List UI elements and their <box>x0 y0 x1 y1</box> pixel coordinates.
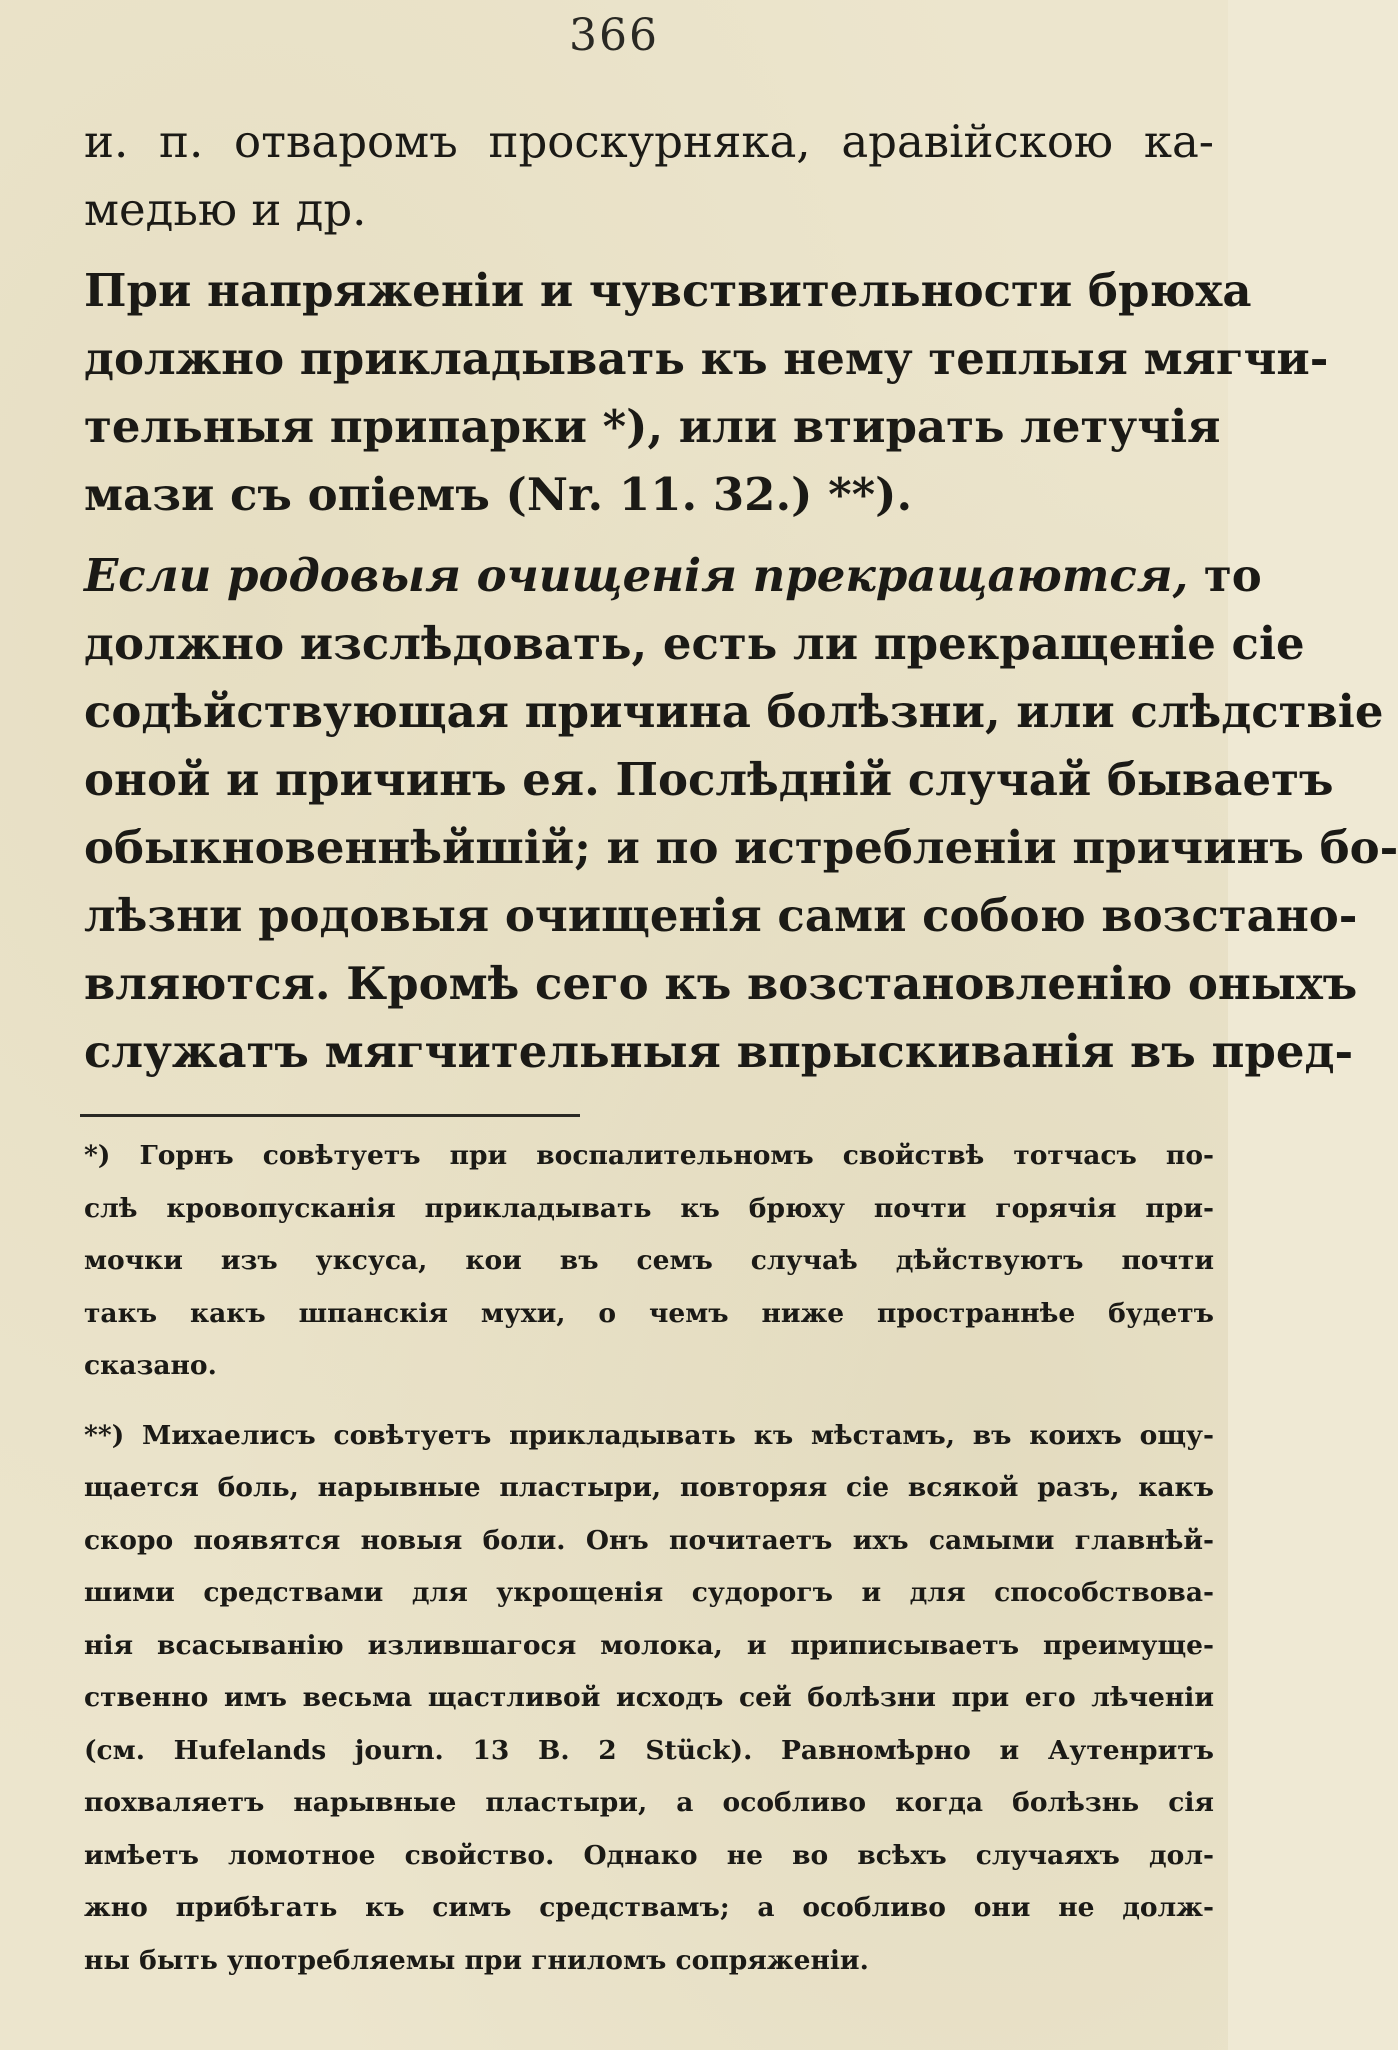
text-line: и. п. отваромъ проскурняка, аравійскою ка- <box>84 115 1214 168</box>
footnote-line: *) Горнъ совѣтуетъ при воспалительномъ свойствѣ тотчасъ по- <box>84 1140 1214 1171</box>
footnote-line: ственно имъ весьма щастливой исходъ сей болѣзни при его лѣченіи <box>84 1682 1214 1713</box>
text-line: лѣзни родовыя очищенія сами собою возстано- <box>84 889 1358 942</box>
text-line: тельныя припарки *), или втирать летучія <box>84 400 1221 453</box>
text-line: обыкновеннѣйшій; и по истребленіи причинъ бо- <box>84 821 1398 874</box>
footnote-line: скоро появятся новыя боли. Онъ почитаетъ ихъ самыми главнѣй- <box>84 1524 1214 1556</box>
footnote-divider <box>80 1114 580 1117</box>
text-line: мази съ опіемъ (Nr. 11. 32.) **). <box>84 468 913 521</box>
footnote-line: шими средствами для укрощенія судорогъ и для способствова- <box>84 1577 1214 1608</box>
text-line: должно прикладывать къ нему теплыя мягчи- <box>84 332 1329 385</box>
footnote-1 <box>84 1130 1214 1393</box>
main-text-block <box>84 108 1398 1086</box>
footnote-line: мочки изъ уксуса, кои въ семъ случаѣ дѣйствуютъ почти <box>84 1245 1214 1276</box>
footnote-line: нія всасыванію излившагося молока, и приписываетъ преимуще- <box>84 1629 1214 1661</box>
footnote-line: **) Михаелисъ совѣтуетъ прикладывать къ мѣстамъ, въ коихъ ощу- <box>84 1419 1214 1451</box>
italic-phrase: Если родовыя очищенія прекращаются, <box>84 549 1189 602</box>
footnote-line: жно прибѣгать къ симъ средствамъ; а особливо они не долж- <box>84 1892 1214 1923</box>
footnote-line: имѣетъ ломотное свойство. Однако не во всѣхъ случаяхъ дол- <box>84 1839 1214 1871</box>
page-number: 366 <box>569 10 659 61</box>
text-line: служатъ мягчительныя впрыскиванія въ пред- <box>84 1025 1354 1078</box>
text-line: При напряженіи и чувствительности брюха <box>84 264 1252 317</box>
text-line: вляются. Кромѣ сего къ возстановленію оныхъ <box>84 957 1358 1010</box>
text-line: должно изслѣдовать, есть ли прекращеніе сіе <box>84 617 1305 670</box>
footnote-line: слѣ кровопусканія прикладывать къ брюху почти горячія при- <box>84 1192 1214 1224</box>
footnote-line: (см. Hufelands journ. 13 B. 2 Stück). Равномѣрно и Аутенритъ <box>84 1734 1214 1766</box>
text-line: содѣйствующая причина болѣзни, или слѣдствіе <box>84 685 1384 738</box>
footnote-line: сказано. <box>84 1350 217 1381</box>
footnote-line: щается боль, нарывные пластыри, повторяя сіе всякой разъ, какъ <box>84 1472 1214 1503</box>
text-line: оной и причинъ ея. Послѣдній случай бываетъ <box>84 753 1334 806</box>
text-line-with-italic: Если родовыя очищенія прекращаются, то <box>84 549 1262 602</box>
footnotes-block <box>84 1130 1214 1987</box>
text-line: медью и др. <box>84 183 367 236</box>
footnote-line: похваляетъ нарывные пластыри, а особливо когда болѣзнь сія <box>84 1787 1214 1818</box>
footnote-line: такъ какъ шпанскія мухи, о чемъ ниже пространнѣе будетъ <box>84 1297 1214 1329</box>
footnote-line: ны быть употребляемы при гниломъ сопряженіи. <box>84 1944 869 1976</box>
footnote-2 <box>84 1410 1214 1988</box>
